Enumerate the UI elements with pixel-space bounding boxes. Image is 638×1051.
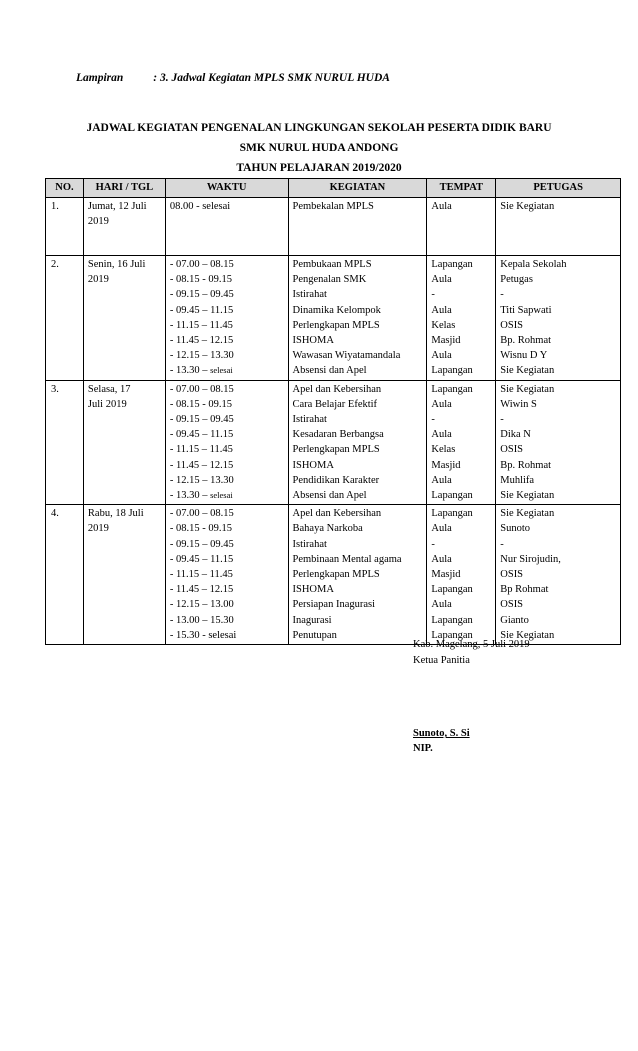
kegiatan-line: Absensi dan Apel xyxy=(292,365,367,377)
lampiran-line xyxy=(76,72,390,84)
waktu-line: 08.00 - selesai xyxy=(169,201,231,212)
waktu-line: - 12.15 – 13.30 xyxy=(169,474,234,486)
petugas-line: Sie Kegiatan xyxy=(500,508,555,520)
document-title: JADWAL KEGIATAN PENGENALAN LINGKUNGAN SEKOLAH PESERTA DIDIK BARU xyxy=(86,122,552,134)
waktu-line: - 11.15 – 11.45 xyxy=(169,319,233,331)
kegiatan-line: Istirahat xyxy=(292,289,327,301)
signature-nip: NIP. xyxy=(413,743,433,754)
cell-no: 1. xyxy=(46,198,84,256)
kegiatan-line: Pembukaan MPLS xyxy=(292,259,372,270)
waktu-line: - 09.15 – 09.45 xyxy=(169,289,234,301)
kegiatan-line: Pembekalan MPLS xyxy=(292,201,374,212)
kegiatan-line: Pengenalan SMK xyxy=(292,274,367,286)
waktu-end-label: selesai xyxy=(210,365,233,376)
tempat-line: Aula xyxy=(431,553,452,565)
kegiatan-line: Dinamika Kelompok xyxy=(292,304,381,316)
kegiatan-line: Istirahat xyxy=(292,414,327,426)
tempat-line: Masjid xyxy=(431,335,461,347)
cell-petugas xyxy=(496,198,621,256)
cell-kegiatan xyxy=(288,380,427,505)
waktu-line: - 07.00 – 08.15 xyxy=(169,259,234,270)
tempat-line: Lapangan xyxy=(431,508,473,520)
kegiatan-line: Bahaya Narkoba xyxy=(292,523,363,535)
tempat-line: Lapangan xyxy=(431,259,473,270)
kegiatan-line: Absensi dan Apel xyxy=(292,490,367,502)
waktu-line: - 13.30 – selesai xyxy=(169,365,233,377)
petugas-line: OSIS xyxy=(500,569,524,581)
petugas-line: Dika N xyxy=(500,429,531,441)
petugas-line: OSIS xyxy=(500,319,524,331)
cell-petugas xyxy=(496,380,621,505)
kegiatan-line: Apel dan Kebersihan xyxy=(292,508,382,520)
kegiatan-line: Perlengkapan MPLS xyxy=(292,319,380,331)
waktu-line: - 11.45 – 12.15 xyxy=(169,335,234,347)
kegiatan-line: Perlengkapan MPLS xyxy=(292,569,380,581)
waktu-end-label: selesai xyxy=(210,490,233,501)
tempat-line: Aula xyxy=(431,304,452,316)
kegiatan-line: ISHOMA xyxy=(292,584,334,596)
waktu-line: - 11.45 – 12.15 xyxy=(169,459,234,471)
signature-role: Ketua Panitia xyxy=(413,655,470,666)
petugas-line: OSIS xyxy=(500,599,524,611)
kegiatan-line: Penutupan xyxy=(292,629,337,641)
waktu-line: - 09.45 – 11.15 xyxy=(169,304,234,316)
tempat-line: Kelas xyxy=(431,319,456,331)
kegiatan-line: Pendidikan Karakter xyxy=(292,474,380,486)
cell-hari xyxy=(83,505,165,645)
petugas-line: - xyxy=(500,414,504,426)
cell-kegiatan xyxy=(288,198,427,256)
kegiatan-line: Istirahat xyxy=(292,538,327,550)
tempat-line: - xyxy=(431,538,435,550)
tempat-line: Aula xyxy=(431,274,452,286)
hari-line: Senin, 16 Juli xyxy=(87,259,146,270)
waktu-line: - 11.15 – 11.45 xyxy=(169,569,233,581)
petugas-line: Bp Rohmat xyxy=(500,584,549,596)
kegiatan-line: ISHOMA xyxy=(292,459,334,471)
cell-waktu xyxy=(165,256,288,381)
waktu-line: - 08.15 - 09.15 xyxy=(169,398,232,410)
cell-waktu xyxy=(165,380,288,505)
tempat-line: - xyxy=(431,414,435,426)
signature-place-date: Kab. Magelang, 5 Juli 2019 xyxy=(413,639,530,650)
col-header-tempat: TEMPAT xyxy=(427,179,496,198)
cell-tempat xyxy=(427,198,496,256)
waktu-line: - 11.15 – 11.45 xyxy=(169,444,233,456)
petugas-line: Sunoto xyxy=(500,523,531,535)
waktu-line: - 13.00 – 15.30 xyxy=(169,614,234,626)
hari-line: Rabu, 18 Juli xyxy=(87,508,144,520)
petugas-line: Sie Kegiatan xyxy=(500,383,555,395)
table-row xyxy=(46,256,621,381)
waktu-line: - 12.15 – 13.00 xyxy=(169,599,234,611)
petugas-line: Nur Sirojudin, xyxy=(500,553,561,565)
petugas-line: Titi Sapwati xyxy=(500,304,552,316)
tempat-line: Kelas xyxy=(431,444,456,456)
tempat-line: - xyxy=(431,289,435,301)
school-name: SMK NURUL HUDA ANDONG xyxy=(239,142,399,154)
kegiatan-line: Apel dan Kebersihan xyxy=(292,383,382,395)
signature-name: Sunoto, S. Si xyxy=(413,728,470,739)
col-header-petugas: PETUGAS xyxy=(496,179,621,198)
kegiatan-line: Cara Belajar Efektif xyxy=(292,398,378,410)
kegiatan-line: Wawasan Wiyatamandala xyxy=(292,350,401,362)
waktu-line: - 08.15 - 09.15 xyxy=(169,274,232,286)
waktu-line: - 09.45 – 11.15 xyxy=(169,429,234,441)
table-row xyxy=(46,380,621,505)
tempat-line: Lapangan xyxy=(431,629,473,641)
kegiatan-line: Perlengkapan MPLS xyxy=(292,444,380,456)
table-row xyxy=(46,198,621,256)
col-header-waktu: WAKTU xyxy=(165,179,288,198)
petugas-line: OSIS xyxy=(500,444,524,456)
col-header-hari: HARI / TGL xyxy=(83,179,165,198)
petugas-line: Bp. Rohmat xyxy=(500,459,552,471)
kegiatan-line: Persiapan Inagurasi xyxy=(292,599,376,611)
waktu-line: - 13.30 – selesai xyxy=(169,490,233,502)
petugas-line: - xyxy=(500,289,504,301)
petugas-line: Wiwin S xyxy=(500,398,537,410)
waktu-line: - 12.15 – 13.30 xyxy=(169,350,234,362)
hari-line: 2019 xyxy=(87,523,109,535)
tempat-line: Lapangan xyxy=(431,365,473,377)
petugas-line: - xyxy=(500,538,504,550)
hari-line: Juli 2019 xyxy=(87,398,127,410)
cell-waktu xyxy=(165,505,288,645)
cell-tempat xyxy=(427,505,496,645)
waktu-line: - 08.15 - 09.15 xyxy=(169,523,232,535)
cell-waktu xyxy=(165,198,288,256)
waktu-line: - 15.30 - selesai xyxy=(169,629,237,641)
table-row xyxy=(46,505,621,645)
lampiran-label: Lampiran xyxy=(76,72,124,84)
hari-line: 2019 xyxy=(87,216,109,228)
cell-no: 4. xyxy=(46,505,84,645)
petugas-line: Petugas xyxy=(500,274,533,286)
petugas-line: Gianto xyxy=(500,614,529,626)
cell-hari xyxy=(83,198,165,256)
cell-no: 3. xyxy=(46,380,84,505)
tempat-line: Masjid xyxy=(431,459,461,471)
table-header-row xyxy=(46,179,621,198)
tempat-line: Aula xyxy=(431,474,452,486)
waktu-line: - 09.15 – 09.45 xyxy=(169,414,234,426)
tempat-line: Lapangan xyxy=(431,614,473,626)
petugas-line: Bp. Rohmat xyxy=(500,335,552,347)
petugas-line: Sie Kegiatan xyxy=(500,490,555,502)
tempat-line: Aula xyxy=(431,350,452,362)
academic-year: TAHUN PELAJARAN 2019/2020 xyxy=(236,162,402,174)
hari-line: Jumat, 12 Juli xyxy=(87,201,147,212)
tempat-line: Aula xyxy=(431,398,452,410)
lampiran-text: : 3. Jadwal Kegiatan MPLS SMK NURUL HUDA xyxy=(153,72,390,84)
kegiatan-line: Kesadaran Berbangsa xyxy=(292,429,384,441)
waktu-line: - 09.45 – 11.15 xyxy=(169,553,234,565)
cell-tempat xyxy=(427,256,496,381)
petugas-line: Muhlifa xyxy=(500,474,535,486)
petugas-line: Sie Kegiatan xyxy=(500,629,555,641)
kegiatan-line: ISHOMA xyxy=(292,335,334,347)
waktu-line: - 11.45 – 12.15 xyxy=(169,584,234,596)
waktu-line: - 09.15 – 09.45 xyxy=(169,538,234,550)
tempat-line: Aula xyxy=(431,599,452,611)
waktu-line: - 07.00 – 08.15 xyxy=(169,508,234,520)
tempat-line: Lapangan xyxy=(431,490,473,502)
tempat-line: Aula xyxy=(431,201,452,212)
kegiatan-line: Inagurasi xyxy=(292,614,332,626)
cell-petugas xyxy=(496,256,621,381)
kegiatan-line: Pembinaan Mental agama xyxy=(292,553,402,565)
petugas-line: Wisnu D Y xyxy=(500,350,548,362)
cell-kegiatan xyxy=(288,505,427,645)
tempat-line: Aula xyxy=(431,523,452,535)
col-header-no: NO. xyxy=(46,179,84,198)
cell-kegiatan xyxy=(288,256,427,381)
tempat-line: Lapangan xyxy=(431,584,473,596)
hari-line: Selasa, 17 xyxy=(87,383,131,395)
cell-petugas xyxy=(496,505,621,645)
petugas-line: Sie Kegiatan xyxy=(500,365,555,377)
waktu-line: - 07.00 – 08.15 xyxy=(169,383,234,395)
schedule-table xyxy=(45,178,621,645)
tempat-line: Masjid xyxy=(431,569,461,581)
cell-no: 2. xyxy=(46,256,84,381)
col-header-kegiatan: KEGIATAN xyxy=(288,179,427,198)
hari-line: 2019 xyxy=(87,274,109,286)
petugas-line: Sie Kegiatan xyxy=(500,201,555,212)
cell-hari xyxy=(83,256,165,381)
tempat-line: Lapangan xyxy=(431,383,473,395)
cell-tempat xyxy=(427,380,496,505)
tempat-line: Aula xyxy=(431,429,452,441)
petugas-line: Kepala Sekolah xyxy=(500,259,567,270)
cell-hari xyxy=(83,380,165,505)
